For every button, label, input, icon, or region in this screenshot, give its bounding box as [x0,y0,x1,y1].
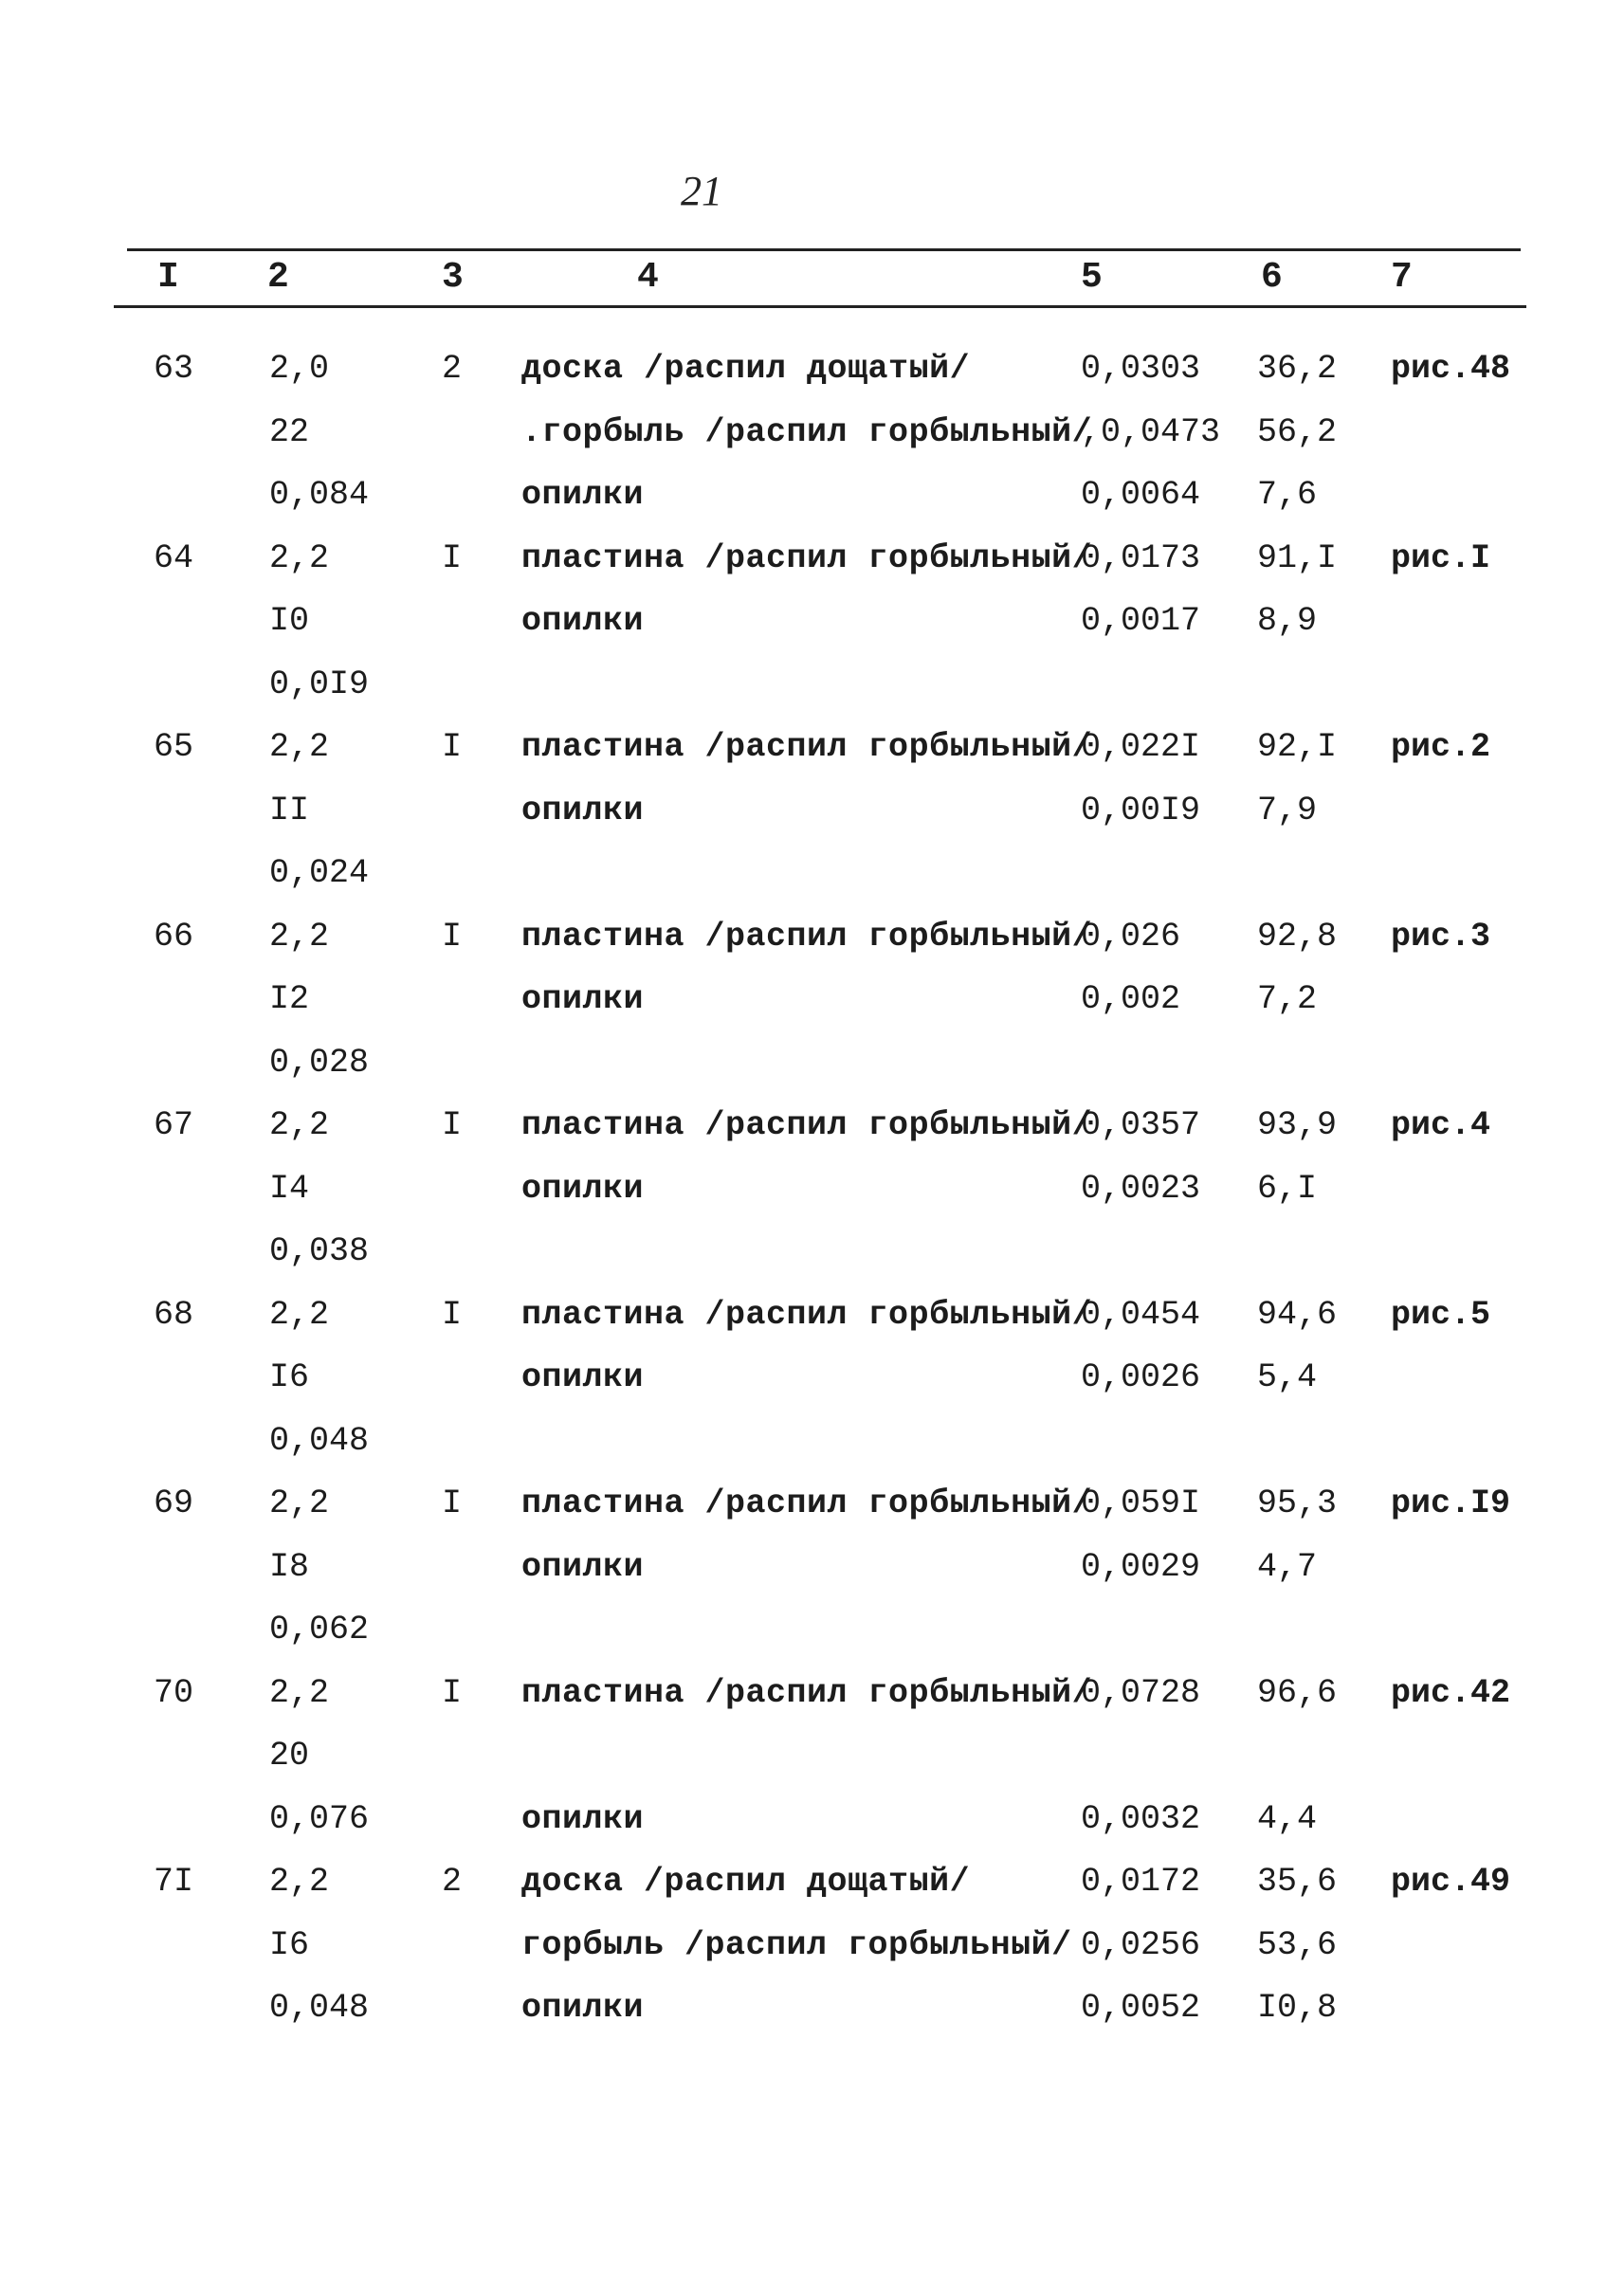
table-cell-col-4: доска /распил дощатый/ [521,350,971,388]
table-cell-col-4: опилки [521,791,645,829]
table-cell-col-5: 0,0052 [1081,1989,1201,2027]
table-cell-col-4: опилки [521,1799,645,1838]
table-row [0,1284,1624,1347]
table-cell-col-1: 67 [154,1106,194,1144]
table-cell-col-6: 94,6 [1257,1295,1338,1334]
table-cell-col-6: 4,4 [1257,1799,1318,1838]
table-row [0,1850,1624,1914]
table-cell-col-4: .горбыль /распил горбыльный/ [521,412,1093,451]
table-cell-col-2: 2,2 [269,917,330,956]
table-cell-col-4: пластина /распил горбыльный/ [521,538,1093,577]
table-cell-col-2: I6 [269,1358,310,1396]
table-cell-col-5: 0,022I [1081,728,1201,766]
table-row [0,968,1624,1031]
table-row [0,716,1624,779]
table-cell-col-4: доска /распил дощатый/ [521,1863,971,1901]
table-cell-col-6: 95,3 [1257,1484,1338,1522]
table-row [0,905,1624,969]
table-row [0,1598,1624,1662]
table-cell-col-6: 6,I [1257,1169,1318,1208]
table-cell-col-2: 22 [269,412,310,451]
table-row [0,842,1624,905]
table-row [0,337,1624,401]
table-cell-col-2: 2,2 [269,538,330,577]
table-cell-col-4: опилки [521,980,645,1018]
table-cell-col-2: I6 [269,1925,310,1964]
table-cell-col-5: 0,0173 [1081,538,1201,577]
table-cell-col-4: пластина /распил горбыльный/ [521,728,1093,766]
column-header-1: I [157,257,179,298]
table-cell-col-6: 92,I [1257,728,1338,766]
table-cell-col-4: опилки [521,1989,645,2027]
table-cell-col-7: рис.4 [1391,1106,1491,1144]
table-cell-col-4: пластина /распил горбыльный/ [521,1673,1093,1712]
page-number: 21 [681,168,722,214]
table-cell-col-2: 0,048 [269,1989,370,2027]
table-row [0,527,1624,591]
table-cell-col-1: 70 [154,1673,194,1712]
table-row [0,590,1624,653]
table-cell-col-5: 0,0029 [1081,1547,1201,1586]
table-cell-col-6: 7,6 [1257,476,1318,514]
table-cell-col-1: 69 [154,1484,194,1522]
table-cell-col-5: 0,0032 [1081,1799,1201,1838]
table-cell-col-2: 2,2 [269,1863,330,1901]
table-cell-col-5: 0,026 [1081,917,1181,956]
table-cell-col-2: 2,2 [269,1106,330,1144]
table-row [0,1536,1624,1599]
table-cell-col-6: 36,2 [1257,350,1338,388]
column-header-7: 7 [1391,257,1413,298]
table-cell-col-4: опилки [521,1547,645,1586]
table-cell-col-1: 65 [154,728,194,766]
column-header-6: 6 [1261,257,1283,298]
table-row [0,1914,1624,1977]
table-cell-col-2: 2,2 [269,1673,330,1712]
table-cell-col-2: I0 [269,602,310,640]
table-cell-col-4: опилки [521,602,645,640]
table-cell-col-3: I [442,917,463,956]
table-cell-col-3: I [442,538,463,577]
table-cell-col-6: 5,4 [1257,1358,1318,1396]
table-cell-col-2: I8 [269,1547,310,1586]
table-cell-col-6: 35,6 [1257,1863,1338,1901]
table-row [0,1976,1624,2040]
table-cell-col-7: рис.3 [1391,917,1491,956]
table-cell-col-3: I [442,1295,463,1334]
table-cell-col-2: I4 [269,1169,310,1208]
table-cell-col-5: ,0,0473 [1081,412,1221,451]
table-cell-col-2: 20 [269,1737,310,1775]
table-cell-col-2: 2,0 [269,350,330,388]
table-cell-col-7: рис.I9 [1391,1484,1511,1522]
table-cell-col-5: 0,059I [1081,1484,1201,1522]
table-cell-col-7: рис.48 [1391,350,1511,388]
table-cell-col-2: 0,038 [269,1232,370,1270]
table-cell-col-5: 0,00I9 [1081,791,1201,829]
table-row [0,401,1624,464]
table-cell-col-2: 0,076 [269,1799,370,1838]
table-row [0,1724,1624,1788]
table-row [0,1157,1624,1221]
table-cell-col-7: рис.49 [1391,1863,1511,1901]
table-cell-col-7: рис.2 [1391,728,1491,766]
table-cell-col-4: опилки [521,1358,645,1396]
table-cell-col-3: I [442,1673,463,1712]
table-cell-col-6: 96,6 [1257,1673,1338,1712]
table-cell-col-2: 0,048 [269,1421,370,1460]
table-cell-col-6: 56,2 [1257,412,1338,451]
table-cell-col-1: 66 [154,917,194,956]
table-row [0,464,1624,527]
table-cell-col-1: 68 [154,1295,194,1334]
table-row [0,779,1624,843]
table-cell-col-5: 0,0026 [1081,1358,1201,1396]
column-header-5: 5 [1081,257,1103,298]
table-row [0,1472,1624,1536]
table-cell-col-7: рис.42 [1391,1673,1511,1712]
table-row [0,1220,1624,1284]
table-cell-col-5: 0,0357 [1081,1106,1201,1144]
table-cell-col-4: опилки [521,476,645,514]
table-cell-col-6: I0,8 [1257,1989,1338,2027]
table-cell-col-3: I [442,728,463,766]
table-cell-col-5: 0,0017 [1081,602,1201,640]
table-cell-col-2: II [269,791,310,829]
table-cell-col-2: 0,024 [269,854,370,892]
column-header-2: 2 [267,257,289,298]
column-header-4: 4 [637,257,659,298]
table-cell-col-5: 0,0172 [1081,1863,1201,1901]
table-row [0,1346,1624,1410]
table-cell-col-6: 93,9 [1257,1106,1338,1144]
table-cell-col-4: горбыль /распил горбыльный/ [521,1925,1072,1964]
table-row [0,1410,1624,1473]
table-cell-col-3: 2 [442,1863,463,1901]
table-row [0,1662,1624,1725]
table-cell-col-4: пластина /распил горбыльный/ [521,917,1093,956]
table-cell-col-5: 0,0303 [1081,350,1201,388]
table-header-rule [114,305,1526,308]
table-cell-col-5: 0,0454 [1081,1295,1201,1334]
table-cell-col-6: 92,8 [1257,917,1338,956]
table-cell-col-6: 53,6 [1257,1925,1338,1964]
table-cell-col-5: 0,0728 [1081,1673,1201,1712]
table-body [0,337,1624,2040]
table-cell-col-5: 0,0256 [1081,1925,1201,1964]
table-cell-col-3: I [442,1106,463,1144]
table-cell-col-1: 63 [154,350,194,388]
table-row [0,1788,1624,1851]
table-row [0,1031,1624,1095]
table-cell-col-5: 0,002 [1081,980,1181,1018]
table-row [0,1094,1624,1157]
table-cell-col-2: 0,028 [269,1043,370,1082]
table-cell-col-1: 7I [154,1863,194,1901]
table-cell-col-7: рис.I [1391,538,1491,577]
table-cell-col-4: опилки [521,1169,645,1208]
table-cell-col-2: 2,2 [269,728,330,766]
table-cell-col-2: 2,2 [269,1484,330,1522]
table-cell-col-6: 7,9 [1257,791,1318,829]
table-cell-col-2: I2 [269,980,310,1018]
column-header-3: 3 [442,257,464,298]
table-cell-col-5: 0,0064 [1081,476,1201,514]
table-cell-col-4: пластина /распил горбыльный/ [521,1295,1093,1334]
table-row [0,653,1624,717]
table-cell-col-3: 2 [442,350,463,388]
table-cell-col-4: пластина /распил горбыльный/ [521,1106,1093,1144]
table-cell-col-3: I [442,1484,463,1522]
table-cell-col-2: 0,0I9 [269,665,370,703]
table-cell-col-2: 0,062 [269,1611,370,1648]
table-cell-col-4: пластина /распил горбыльный/ [521,1484,1093,1522]
table-cell-col-1: 64 [154,538,194,577]
table-top-rule [127,248,1521,251]
table-cell-col-6: 4,7 [1257,1547,1318,1586]
table-cell-col-5: 0,0023 [1081,1169,1201,1208]
table-cell-col-6: 91,I [1257,538,1338,577]
table-cell-col-6: 8,9 [1257,602,1318,640]
table-cell-col-7: рис.5 [1391,1295,1491,1334]
table-cell-col-2: 0,084 [269,476,370,514]
table-cell-col-2: 2,2 [269,1295,330,1334]
table-cell-col-6: 7,2 [1257,980,1318,1018]
